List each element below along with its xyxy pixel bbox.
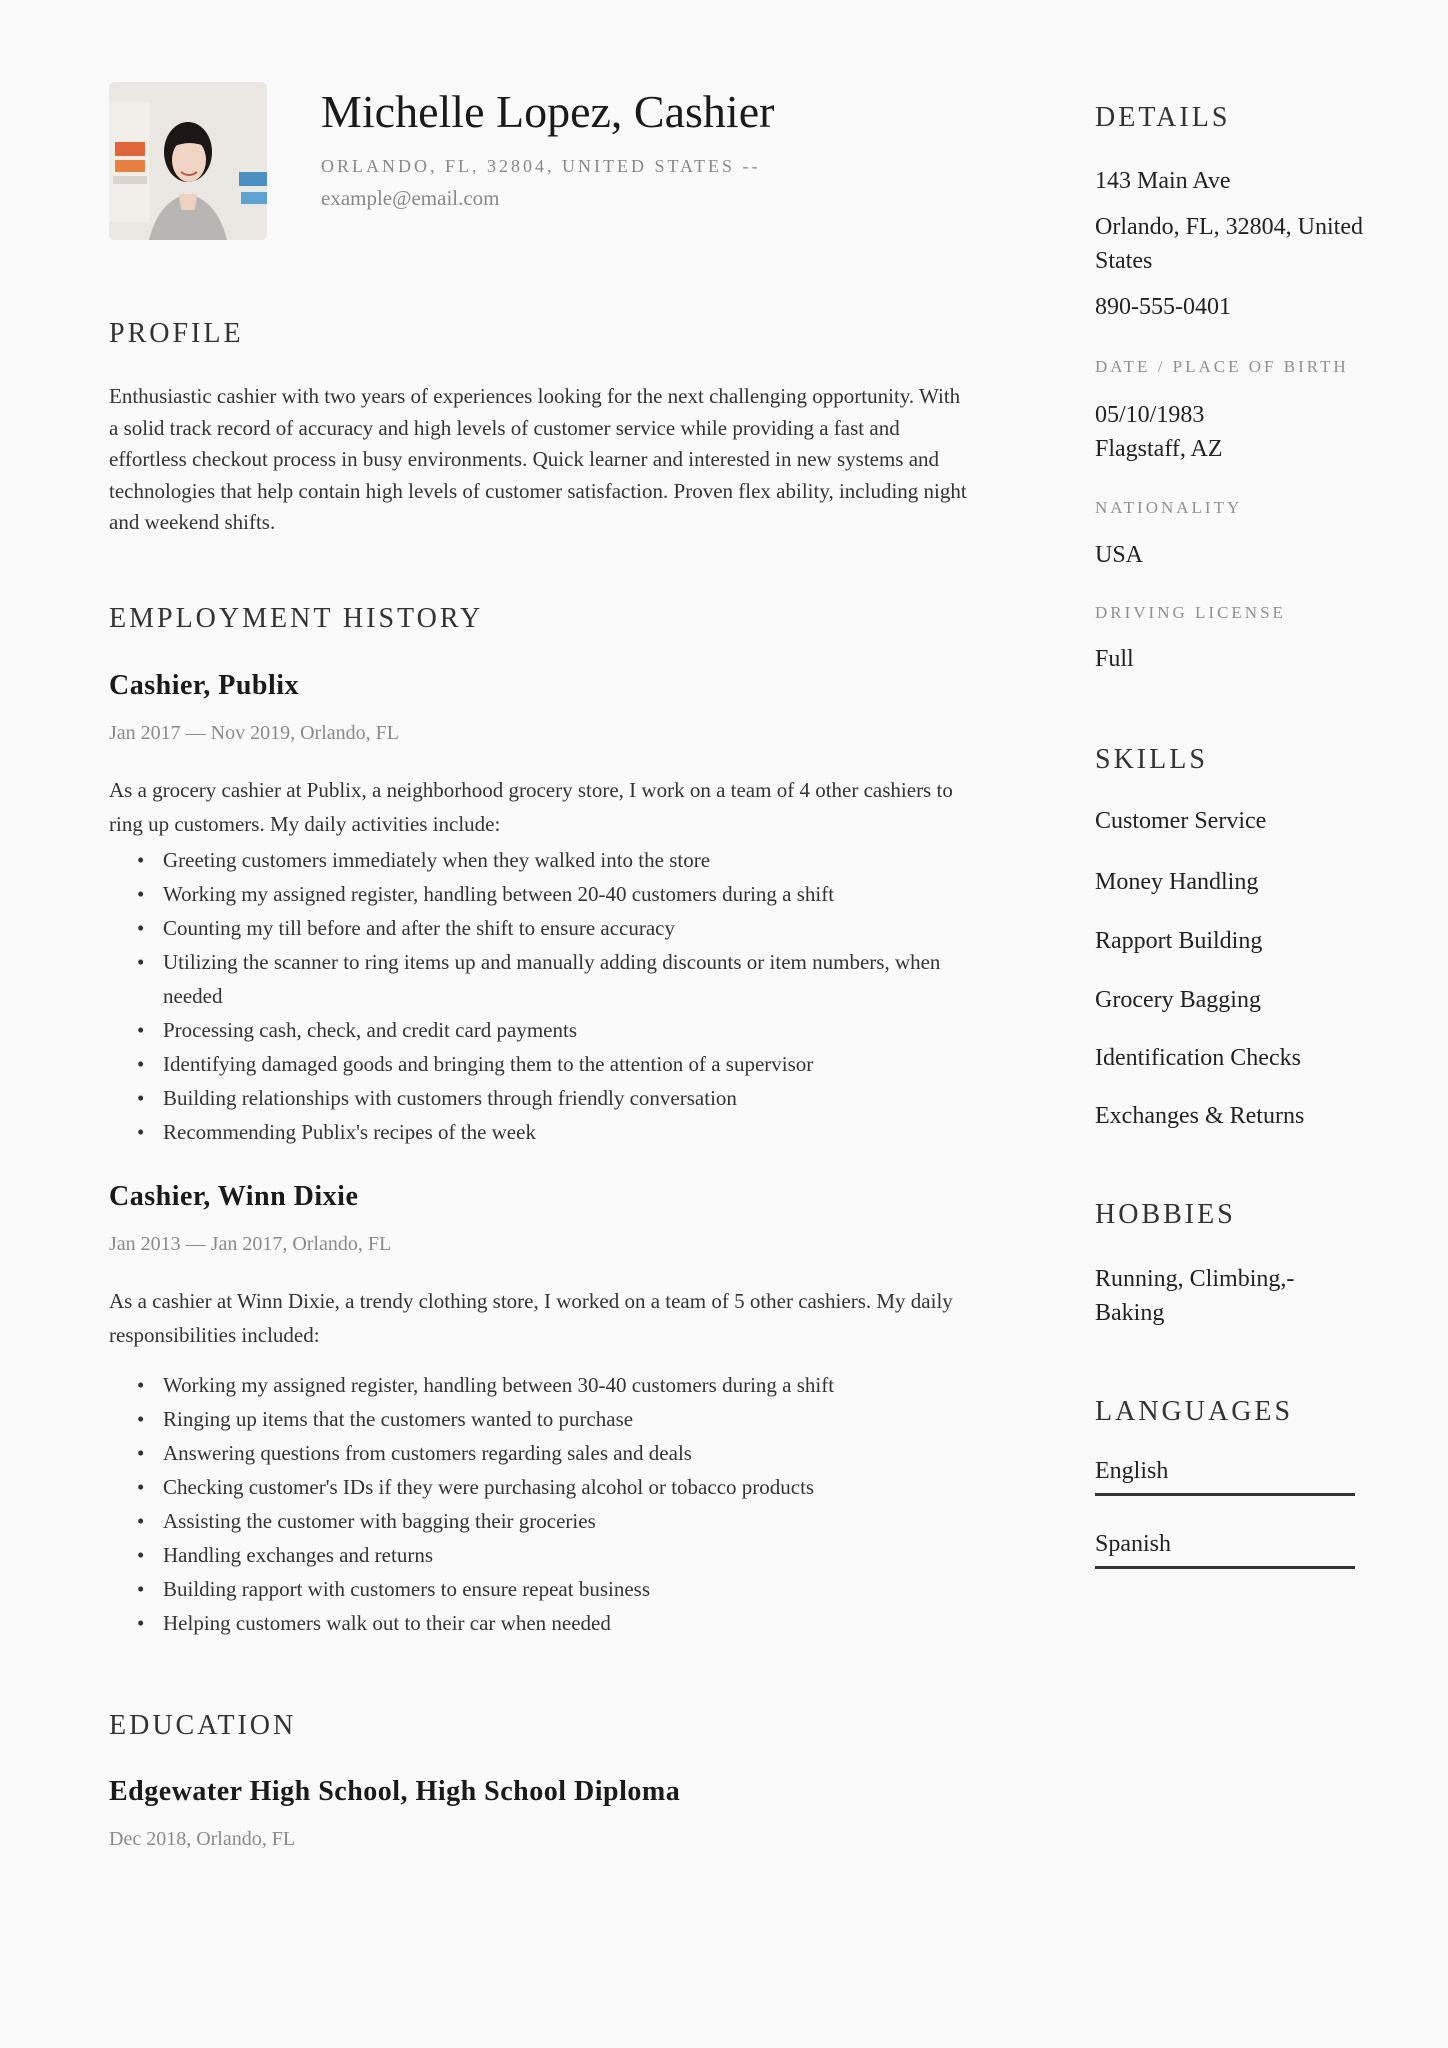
language-item: Spanish [1095,1531,1355,1569]
list-item: • Assisting the customer with bagging their groceries [109,1504,969,1538]
job-dates-publix: Jan 2017 — Nov 2019, Orlando, FL [109,722,399,744]
skill-item: Money Handling [1095,869,1259,895]
list-item: • Counting my till before and after the shift to ensure accuracy [109,911,969,945]
skill-item: Exchanges & Returns [1095,1103,1305,1129]
details-heading: DETAILS [1095,102,1231,133]
details-street: 143 Main Ave [1095,168,1231,194]
contact-address: ORLANDO, FL, 32804, UNITED STATES -- [321,156,761,176]
birth-place: Flagstaff, AZ [1095,436,1223,462]
education-title: Edgewater High School, High School Diploma [109,1776,681,1807]
profile-heading: PROFILE [109,318,244,349]
hobbies-heading: HOBBIES [1095,1199,1236,1230]
list-item: • Working my assigned register, handling between 30-40 customers during a shift [109,1368,969,1402]
list-item: • Greeting customers immediately when they walked into the store [109,843,969,877]
skill-item: Customer Service [1095,808,1267,834]
list-item: • Recommending Publix's recipes of the week [109,1115,969,1149]
language-item: English [1095,1458,1355,1496]
job-dates-winn-dixie: Jan 2013 — Jan 2017, Orlando, FL [109,1233,392,1255]
license-label: DRIVING LICENSE [1095,603,1286,622]
profile-photo [109,82,267,240]
list-item: • Building rapport with customers to ensure repeat business [109,1572,969,1606]
details-city: Orlando, FL, 32804, United States [1095,214,1363,274]
skill-item: Grocery Bagging [1095,987,1261,1013]
license-value: Full [1095,646,1134,672]
list-item: • Processing cash, check, and credit card payments [109,1013,969,1047]
job-bullets-publix [109,843,969,1149]
list-item: • Building relationships with customers through friendly conversation [109,1081,969,1115]
employment-heading: EMPLOYMENT HISTORY [109,603,484,634]
profile-text: Enthusiastic cashier with two years of experiences looking for the next challenging opportunity. With a solid track record of accuracy and high levels of customer service while providing a fast and effortless checkout process in busy environments. Quick learner and interested in new systems and technologies that help contain high levels of customer satisfaction. Proven flex ability, including night and weekend shifts. [109,384,967,534]
job-title-winn-dixie: Cashier, Winn Dixie [109,1181,359,1212]
job-summary-winn-dixie: As a cashier at Winn Dixie, a trendy clothing store, I worked on a team of 5 other cashiers. My daily responsibilities included: [109,1289,953,1347]
list-item: • Utilizing the scanner to ring items up and manually adding discounts or item numbers, when needed [109,945,969,1013]
list-item: • Helping customers walk out to their car when needed [109,1606,969,1640]
list-item: • Answering questions from customers regarding sales and deals [109,1436,969,1470]
birth-label: DATE / PLACE OF BIRTH [1095,357,1349,376]
portrait-image [109,82,267,240]
list-item: • Working my assigned register, handling between 20-40 customers during a shift [109,877,969,911]
skills-heading: SKILLS [1095,744,1208,775]
contact-email[interactable]: example@email.com [321,186,500,210]
skill-item: Identification Checks [1095,1045,1301,1071]
job-title-publix: Cashier, Publix [109,670,300,701]
job-bullets-winn-dixie [109,1368,969,1640]
education-dates: Dec 2018, Orlando, FL [109,1828,296,1850]
list-item: • Checking customer's IDs if they were purchasing alcohol or tobacco products [109,1470,969,1504]
list-item: • Ringing up items that the customers wanted to purchase [109,1402,969,1436]
nationality-label: NATIONALITY [1095,498,1243,517]
list-item: • Identifying damaged goods and bringing them to the attention of a supervisor [109,1047,969,1081]
languages-heading: LANGUAGES [1095,1396,1294,1427]
birth-date: 05/10/1983 [1095,402,1205,428]
details-phone[interactable]: 890-555-0401 [1095,294,1231,320]
job-summary-publix: As a grocery cashier at Publix, a neighborhood grocery store, I work on a team of 4 other cashiers to ring up customers. My daily activities include: [109,778,953,836]
nationality-value: USA [1095,542,1144,568]
skill-item: Rapport Building [1095,928,1263,954]
education-heading: EDUCATION [109,1710,297,1741]
list-item: • Handling exchanges and returns [109,1538,969,1572]
candidate-name: Michelle Lopez, Cashier [321,86,775,137]
hobbies-text: Running, Climbing,- Baking [1095,1266,1295,1326]
